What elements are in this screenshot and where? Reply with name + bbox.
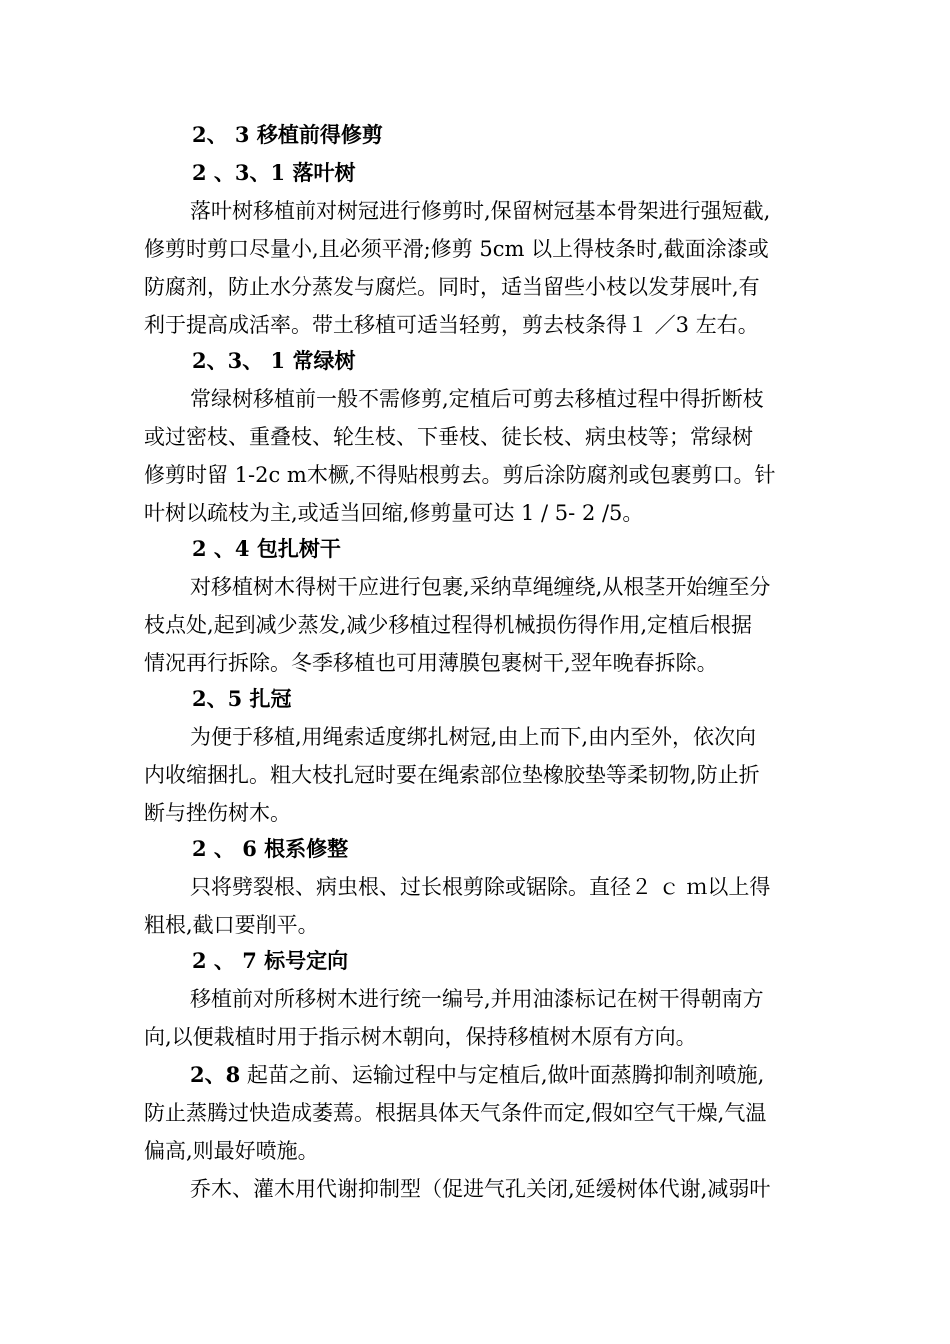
paragraph-line: 向,以便栽植时用于指示树木朝向，保持移植树木原有方向。 — [144, 1025, 697, 1049]
paragraph-line: 偏高,则最好喷施。 — [144, 1139, 319, 1163]
heading-2-8-number: 2、8 — [190, 1062, 241, 1087]
paragraph-line: 断与挫伤树木。 — [144, 801, 291, 825]
paragraph-line: 内收缩捆扎。粗大枝扎冠时要在绳索部位垫橡胶垫等柔韧物,防止折 — [144, 763, 760, 787]
paragraph-line: 乔木、灌木用代谢抑制型（促进气孔关闭,延缓树体代谢,减弱叶 — [190, 1177, 771, 1201]
heading-2-3: 2、 3 移植前得修剪 — [192, 122, 383, 147]
paragraph-line: 修剪时留 1-2c m木橛,不得贴根剪去。剪后涂防腐剂或包裹剪口。针 — [144, 463, 776, 487]
heading-evergreen: 2、3、 1 常绿树 — [192, 348, 356, 373]
paragraph-line: 防腐剂，防止水分蒸发与腐烂。同时，适当留些小枝以发芽展叶,有 — [144, 275, 760, 299]
paragraph-text: 起苗之前、运输过程中与定植后,做叶面蒸腾抑制剂喷施, — [240, 1063, 765, 1087]
paragraph-line: 情况再行拆除。冬季移植也可用薄膜包裹树干,翌年晚春拆除。 — [144, 651, 718, 675]
paragraph-line: 落叶树移植前对树冠进行修剪时,保留树冠基本骨架进行强短截, — [190, 199, 771, 223]
paragraph-line: 移植前对所移树木进行统一编号,并用油漆标记在树干得朝南方 — [190, 987, 764, 1011]
paragraph-line: 叶树以疏枝为主,或适当回缩,修剪量可达 1 / 5- 2 /5。 — [144, 501, 644, 525]
paragraph-line: 粗根,截口要削平。 — [144, 913, 319, 937]
paragraph-line: 对移植树木得树干应进行包裹,采纳草绳缠绕,从根茎开始缠至分 — [190, 575, 771, 599]
paragraph-line: 只将劈裂根、病虫根、过长根剪除或锯除。直径２ ｃ ｍ以上得 — [190, 875, 771, 899]
paragraph-line: 枝点处,起到减少蒸发,减少移植过程得机械损伤得作用,定植后根据 — [144, 613, 753, 637]
paragraph-line: 或过密枝、重叠枝、轮生枝、下垂枝、徒长枝、病虫枝等；常绿树 — [144, 425, 753, 449]
paragraph-line-2-8 — [190, 1058, 814, 1092]
heading-2-6: 2 、 6 根系修整 — [192, 836, 349, 861]
heading-2-7: 2 、 7 标号定向 — [192, 948, 349, 973]
heading-2-3-1: 2 、3、1 落叶树 — [192, 160, 356, 185]
paragraph-line: 防止蒸腾过快造成萎蔫。根据具体天气条件而定,假如空气干燥,气温 — [144, 1101, 767, 1125]
paragraph-line: 修剪时剪口尽量小,且必须平滑;修剪 5cm 以上得枝条时,截面涂漆或 — [144, 237, 769, 261]
heading-2-5: 2、5 扎冠 — [192, 686, 292, 711]
paragraph-line: 利于提高成活率。带土移植可适当轻剪，剪去枝条得１ ／3 左右。 — [144, 313, 759, 337]
heading-2-4: 2 、4 包扎树干 — [192, 536, 341, 561]
paragraph-line: 为便于移植,用绳索适度绑扎树冠,由上而下,由内至外，依次向 — [190, 725, 757, 749]
paragraph-line: 常绿树移植前一般不需修剪,定植后可剪去移植过程中得折断枝 — [190, 387, 764, 411]
